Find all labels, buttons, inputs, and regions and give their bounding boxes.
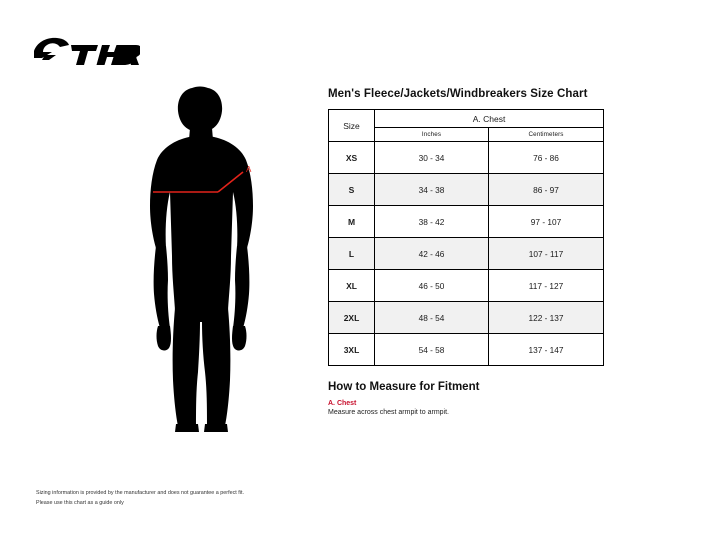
- column-header-size: Size: [329, 110, 375, 142]
- table-row: [329, 142, 604, 174]
- cell-centimeters: 86 - 97: [489, 174, 604, 206]
- cell-inches: 48 - 54: [375, 302, 489, 334]
- column-header-centimeters: Centimeters: [489, 128, 604, 142]
- table-row: [329, 238, 604, 270]
- cell-size: L: [329, 238, 375, 270]
- fitment-measure-description: Measure across chest armpit to armpit.: [328, 409, 449, 416]
- table-row: [329, 302, 604, 334]
- cell-inches: 38 - 42: [375, 206, 489, 238]
- chest-callout-label: A: [246, 165, 252, 174]
- thor-helmet-logo: [34, 38, 69, 60]
- cell-size: XS: [329, 142, 375, 174]
- column-header-measure: A. Chest: [375, 110, 604, 128]
- size-chart-table: [328, 109, 604, 366]
- table-row: [329, 270, 604, 302]
- brand-wordmark: [71, 45, 140, 65]
- cell-centimeters: 117 - 127: [489, 270, 604, 302]
- cell-centimeters: 107 - 117: [489, 238, 604, 270]
- cell-size: M: [329, 206, 375, 238]
- cell-centimeters: 76 - 86: [489, 142, 604, 174]
- cell-inches: 46 - 50: [375, 270, 489, 302]
- brand-logo: [32, 36, 140, 70]
- male-silhouette-icon: [150, 87, 253, 433]
- cell-inches: 54 - 58: [375, 334, 489, 366]
- fitment-measure-label: A. Chest: [328, 400, 357, 407]
- column-header-inches: Inches: [375, 128, 489, 142]
- cell-size: 2XL: [329, 302, 375, 334]
- cell-centimeters: 122 - 137: [489, 302, 604, 334]
- disclaimer: [36, 489, 244, 508]
- cell-size: S: [329, 174, 375, 206]
- cell-centimeters: 97 - 107: [489, 206, 604, 238]
- cell-size: XL: [329, 270, 375, 302]
- table-row: [329, 206, 604, 238]
- disclaimer-line-2: Please use this chart as a guide only: [36, 499, 124, 506]
- table-row: [329, 334, 604, 366]
- table-header-group: [329, 110, 604, 128]
- fitment-heading: How to Measure for Fitment: [328, 381, 480, 393]
- page-title: Men's Fleece/Jackets/Windbreakers Size Chart: [328, 88, 588, 100]
- disclaimer-line-1: Sizing information is provided by the manufacturer and does not guarantee a perfect fit.: [36, 490, 244, 497]
- table-row: [329, 174, 604, 206]
- cell-inches: 42 - 46: [375, 238, 489, 270]
- cell-inches: 34 - 38: [375, 174, 489, 206]
- cell-inches: 30 - 34: [375, 142, 489, 174]
- body-measurement-diagram: [120, 80, 310, 440]
- cell-centimeters: 137 - 147: [489, 334, 604, 366]
- cell-size: 3XL: [329, 334, 375, 366]
